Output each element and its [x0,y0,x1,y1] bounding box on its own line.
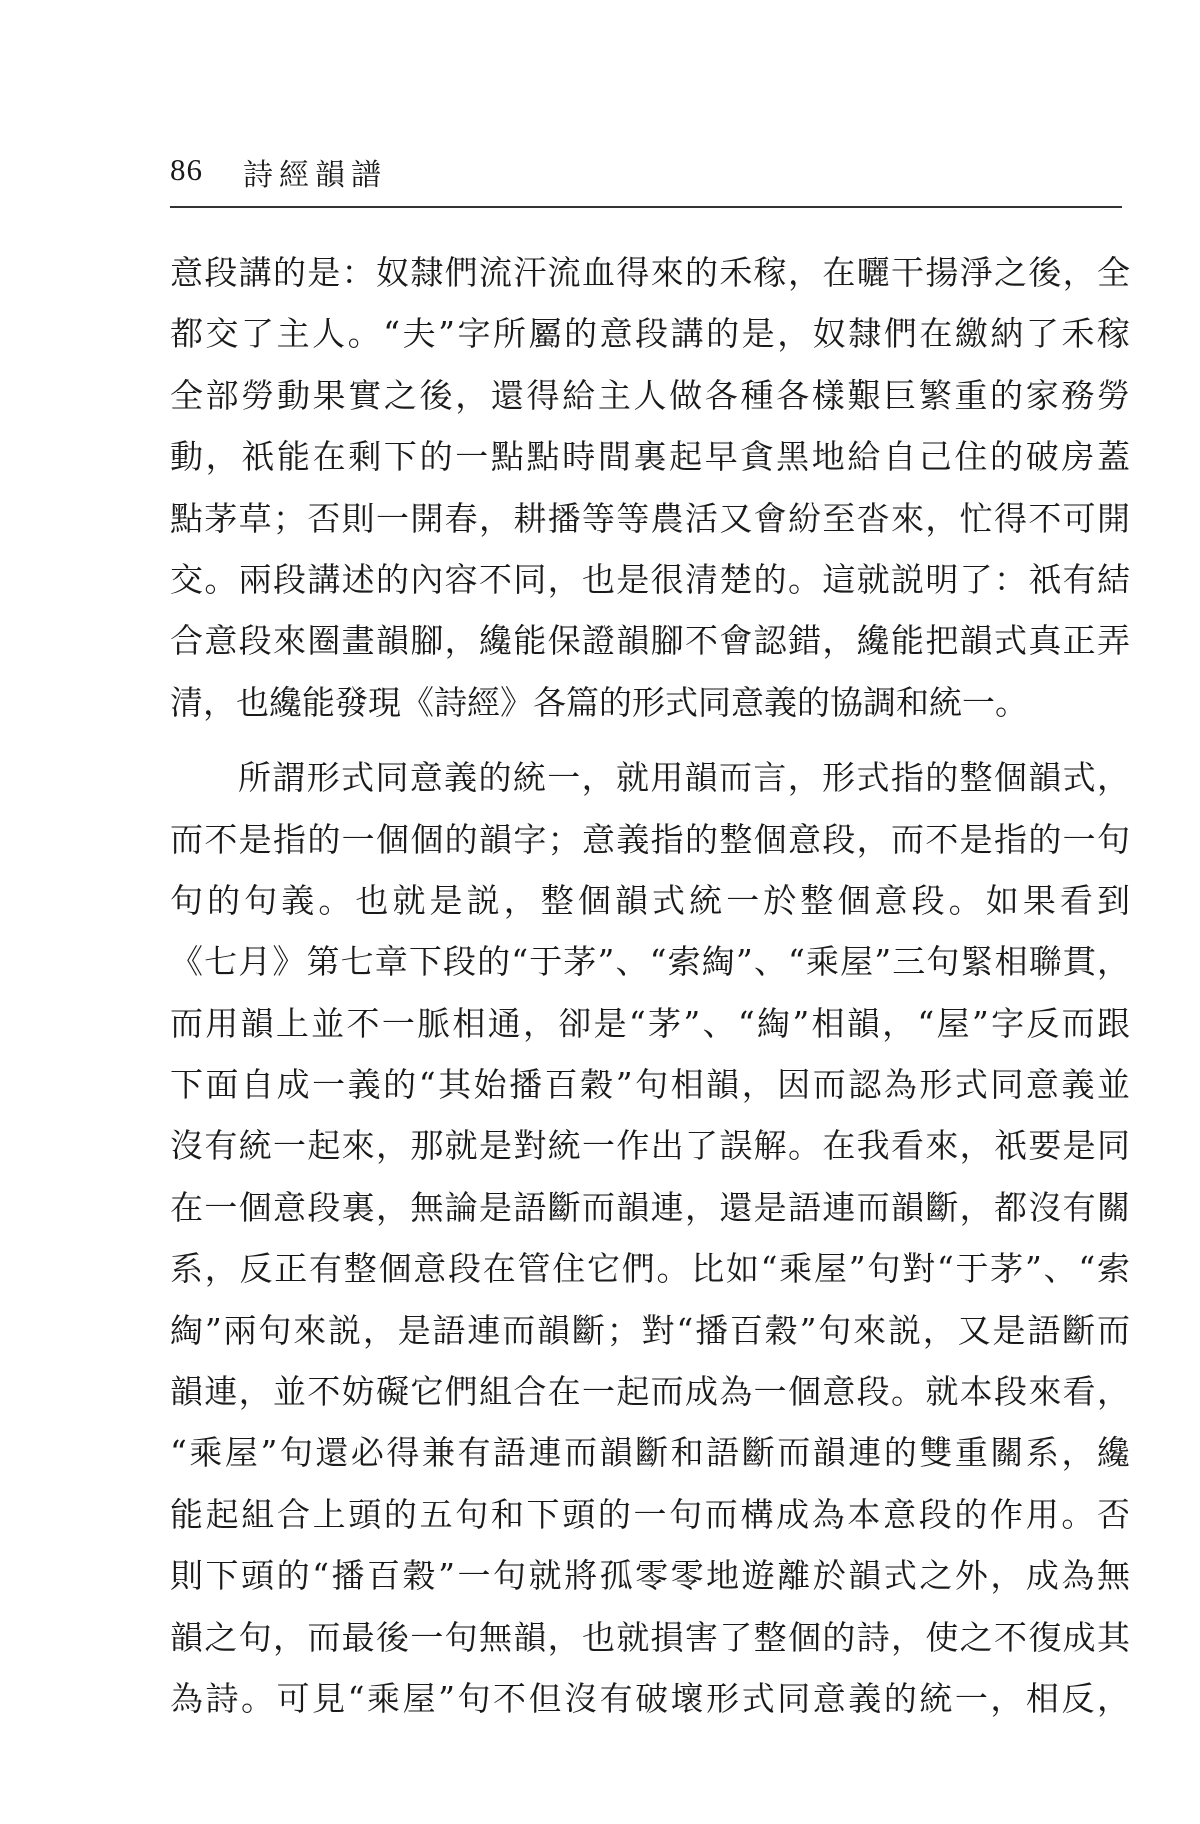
text-line: 能起組合上頭的五句和下頭的一句而構成為本意段的作用。否 [170,1494,1130,1534]
running-title: 詩經韻譜 [243,158,387,193]
text-line: 交。兩段講述的內容不同，也是很清楚的。這就説明了：祇有結 [170,559,1130,599]
text-line: 而用韻上並不一脈相通，卻是“茅”、“綯”相韻，“屋”字反而跟 [170,1003,1130,1043]
text-line: 合意段來圈畫韻腳，纔能保證韻腳不會認錯，纔能把韻式真正弄 [170,621,1130,661]
page-number: 86 [170,152,203,187]
text-line: 沒有統一起來，那就是對統一作出了誤解。在我看來，祇要是同 [170,1126,1130,1166]
text-line: 點茅草；否則一開春，耕播等等農活又會紛至沓來，忙得不可開 [170,498,1130,538]
text-line: 為詩。可見“乘屋”句不但沒有破壞形式同意義的統一，相反， [170,1678,1130,1718]
text-line: 意段講的是：奴隸們流汗流血得來的禾稼，在曬干揚淨之後，全 [170,253,1130,292]
text-line: 句的句義。也就是説，整個韻式統一於整個意段。如果看到 [170,880,1130,920]
text-line: 韻之句，而最後一句無韻，也就損害了整個的詩，使之不復成其 [170,1617,1130,1657]
paragraph [170,242,1130,733]
text-line: 在一個意段裏，無論是語斷而韻連，還是語連而韻斷，都沒有關 [170,1187,1130,1227]
text-line: 都交了主人。“夫”字所屬的意段講的是，奴隸們在繳納了禾稼 [170,314,1130,354]
text-line: 清，也纔能發現《詩經》各篇的形式同意義的協調和統一。 [170,682,1028,722]
text-line: “乘屋”句還必得兼有語連而韻斷和語斷而韻連的雙重關系，纔 [170,1433,1130,1473]
text-line: 而不是指的一個個的韻字；意義指的整個意段，而不是指的一句 [170,819,1130,859]
text-line: 則下頭的“播百穀”一句就將孤零零地遊離於韻式之外，成為無 [170,1556,1130,1596]
paragraph [170,747,1130,1729]
text-line: 綯”兩句來説，是語連而韻斷；對“播百穀”句來説，又是語斷而 [170,1310,1130,1350]
text-line: 《七月》第七章下段的“于茅”、“索綯”、“乘屋”三句緊相聯貫， [170,942,1130,982]
header-rule [170,206,1122,208]
text-line: 動，祇能在剩下的一點點時間裏起早貪黑地給自己住的破房蓋 [170,437,1130,477]
text-line: 全部勞動果實之後，還得給主人做各種各樣艱巨繁重的家務勞 [170,375,1130,415]
text-line: 系，反正有整個意段在管住它們。比如“乘屋”句對“于茅”、“索 [170,1249,1130,1289]
body-text [170,242,1130,1729]
text-line: 所謂形式同意義的統一，就用韻而言，形式指的整個韻式， [238,758,1130,798]
text-line: 下面自成一義的“其始播百穀”句相韻，因而認為形式同意義並 [170,1065,1130,1105]
page-header [170,148,1120,208]
text-line: 韻連，並不妨礙它們組合在一起而成為一個意段。就本段來看， [170,1372,1130,1412]
